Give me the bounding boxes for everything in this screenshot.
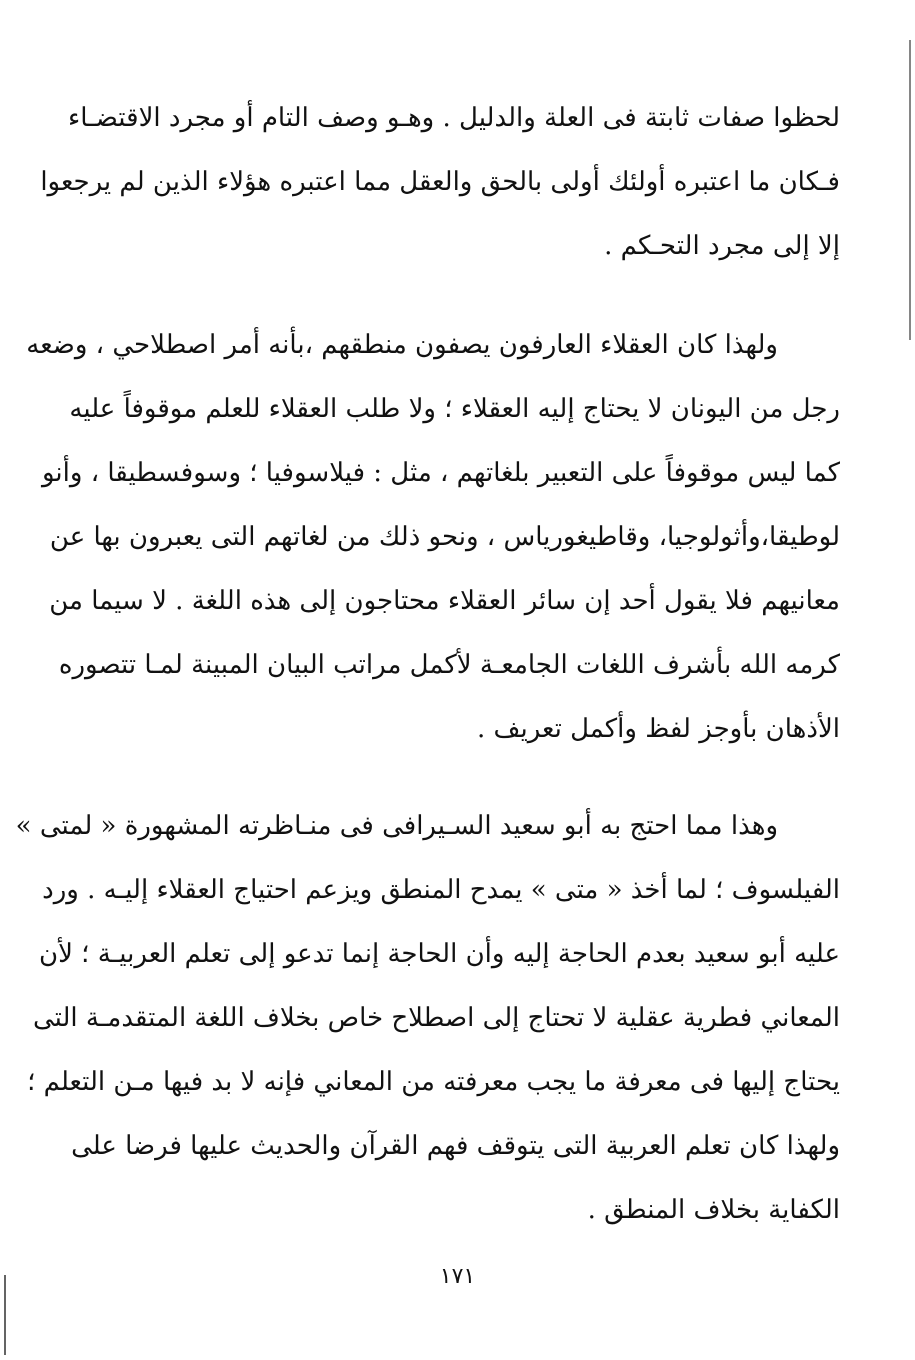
page-number: ١٧١ xyxy=(439,1264,476,1289)
text-line: الكفاية بخلاف المنطق . xyxy=(587,1195,840,1225)
paragraph-abu-said xyxy=(15,794,840,1242)
text-line: كما ليس موقوفاً على التعبير بلغاتهم ، مثل : فيلاسوفيا ؛ وسوفسطيقا ، وأنو xyxy=(41,458,840,488)
text-line: لوطيقا،وأثولوجيا، وقاطيغورياس ، ونحو ذلك من لغاتهم التى يعبرون بها عن xyxy=(49,522,840,552)
text-line: عليه أبو سعيد بعدم الحاجة إليه وأن الحاجة إنما تدعو إلى تعلم العربيـة ؛ لأن xyxy=(39,939,840,969)
text-line: وهذا مما احتج به أبو سعيد السـيرافى فى منـاظرته المشهورة « لمتى » xyxy=(15,811,778,841)
text-line: إلا إلى مجرد التحـكم . xyxy=(604,231,840,261)
page-edge-shadow xyxy=(909,40,911,340)
text-line: كرمه الله بأشرف اللغات الجامعـة لأكمل مراتب البيان المبينة لمـا تتصوره xyxy=(58,650,840,680)
text-line: الفيلسوف ؛ لما أخذ « متى » يمدح المنطق ويزعم احتياج العقلاء إليـه . ورد xyxy=(42,875,840,905)
text-line: لحظوا صفات ثابتة فى العلة والدليل . وهـو وصف التام أو مجرد الاقتضـاء xyxy=(67,103,840,133)
text-line: معانيهم فلا يقول أحد إن سائر العقلاء محتاجون إلى هذه اللغة . لا سيما من xyxy=(49,586,840,616)
paragraph-greek-terms xyxy=(26,313,840,761)
text-line: ولهذا كان العقلاء العارفون يصفون منطقهم ،بأنه أمر اصطلاحي ، وضعه xyxy=(26,330,778,360)
paragraph-continuation xyxy=(40,86,840,278)
text-line: المعاني فطرية عقلية لا تحتاج إلى اصطلاح خاص بخلاف اللغة المتقدمـة التى xyxy=(32,1003,840,1033)
text-line: فـكان ما اعتبره أولئك أولى بالحق والعقل مما اعتبره هؤلاء الذين لم يرجعوا xyxy=(40,167,840,197)
text-line: يحتاج إليها فى معرفة ما يجب معرفته من المعاني فإنه لا بد فيها مـن التعلم ؛ xyxy=(27,1067,840,1097)
text-line: ولهذا كان تعلم العربية التى يتوقف فهم القرآن والحديث عليها فرضا على xyxy=(71,1131,840,1161)
text-line: رجل من اليونان لا يحتاج إليه العقلاء ؛ ولا طلب العقلاء للعلم موقوفاً عليه xyxy=(69,394,840,424)
text-line: الأذهان بأوجز لفظ وأكمل تعريف . xyxy=(477,714,840,744)
